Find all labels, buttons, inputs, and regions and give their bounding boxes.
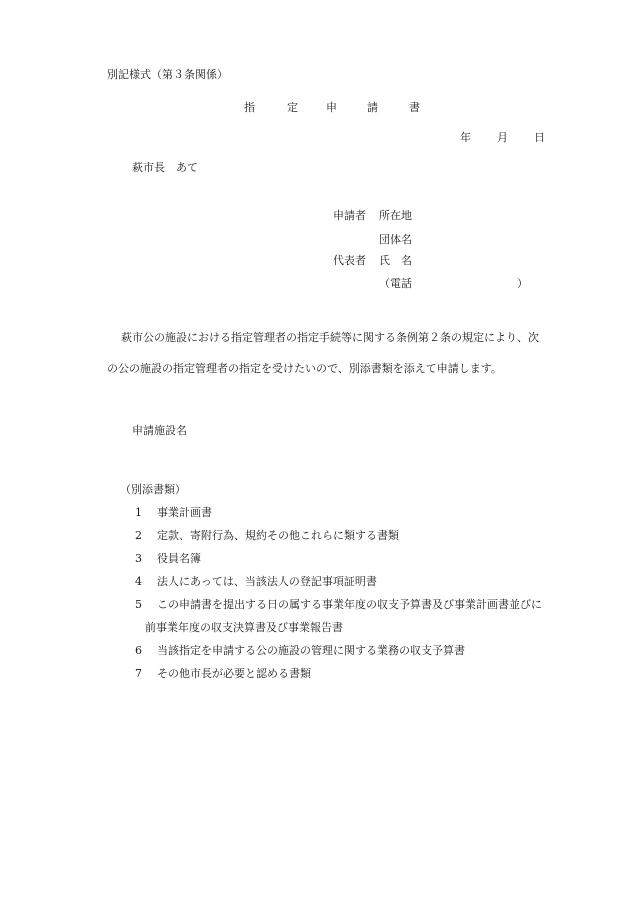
title-char-3: 申 <box>326 101 337 114</box>
date-year: 年 <box>460 131 471 144</box>
attachment-number: 7 <box>135 667 142 680</box>
body-line-1: 萩市公の施設における指定管理者の指定手続等に関する条例第２条の規定により、次 <box>121 331 539 344</box>
title-char-2: 定 <box>287 101 298 114</box>
attachment-text: 当該指定を申請する公の施設の管理に関する業務の収支予算書 <box>157 644 465 657</box>
attachment-number: 5 <box>135 598 142 611</box>
attachment-text: 定款、寄附行為、規約その他これらに類する書類 <box>157 529 399 542</box>
attachments-heading: （別添書類） <box>120 483 186 496</box>
address-label: 所在地 <box>379 209 412 222</box>
date-day: 日 <box>534 131 545 144</box>
title-char-1: 指 <box>244 101 255 114</box>
phone-open: （電話 <box>379 277 412 290</box>
phone-close: ） <box>517 277 528 290</box>
facility-name-label: 申請施設名 <box>132 424 187 437</box>
attachment-text: その他市長が必要と認める書類 <box>157 667 311 680</box>
attachment-text: 事業計画書 <box>157 506 212 519</box>
attachment-text-continuation: 前事業年度の収支決算書及び事業報告書 <box>145 621 343 634</box>
attachment-text: 法人にあっては、当該法人の登記事項証明書 <box>157 575 377 588</box>
applicant-label: 申請者 <box>333 209 366 222</box>
attachment-number: 4 <box>135 575 142 588</box>
representative-label: 代表者 <box>333 254 366 267</box>
attachment-number: 2 <box>135 529 142 542</box>
form-label: 別記様式（第３条関係） <box>107 68 228 81</box>
title-char-5: 書 <box>409 101 420 114</box>
attachment-text: この申請書を提出する日の属する事業年度の収支予算書及び事業計画書並びに <box>157 598 542 611</box>
attachment-number: 6 <box>135 644 142 657</box>
attachment-number: 3 <box>135 552 142 565</box>
attachment-number: 1 <box>135 506 142 519</box>
body-line-2: の公の施設の指定管理者の指定を受けたいので、別添書類を添えて申請します。 <box>107 362 502 375</box>
name-label: 氏 名 <box>379 254 412 267</box>
date-month: 月 <box>497 131 508 144</box>
group-name-label: 団体名 <box>379 233 412 246</box>
attachment-text: 役員名簿 <box>157 552 201 565</box>
addressee: 萩市長 あて <box>132 161 198 174</box>
title-char-4: 請 <box>367 101 378 114</box>
